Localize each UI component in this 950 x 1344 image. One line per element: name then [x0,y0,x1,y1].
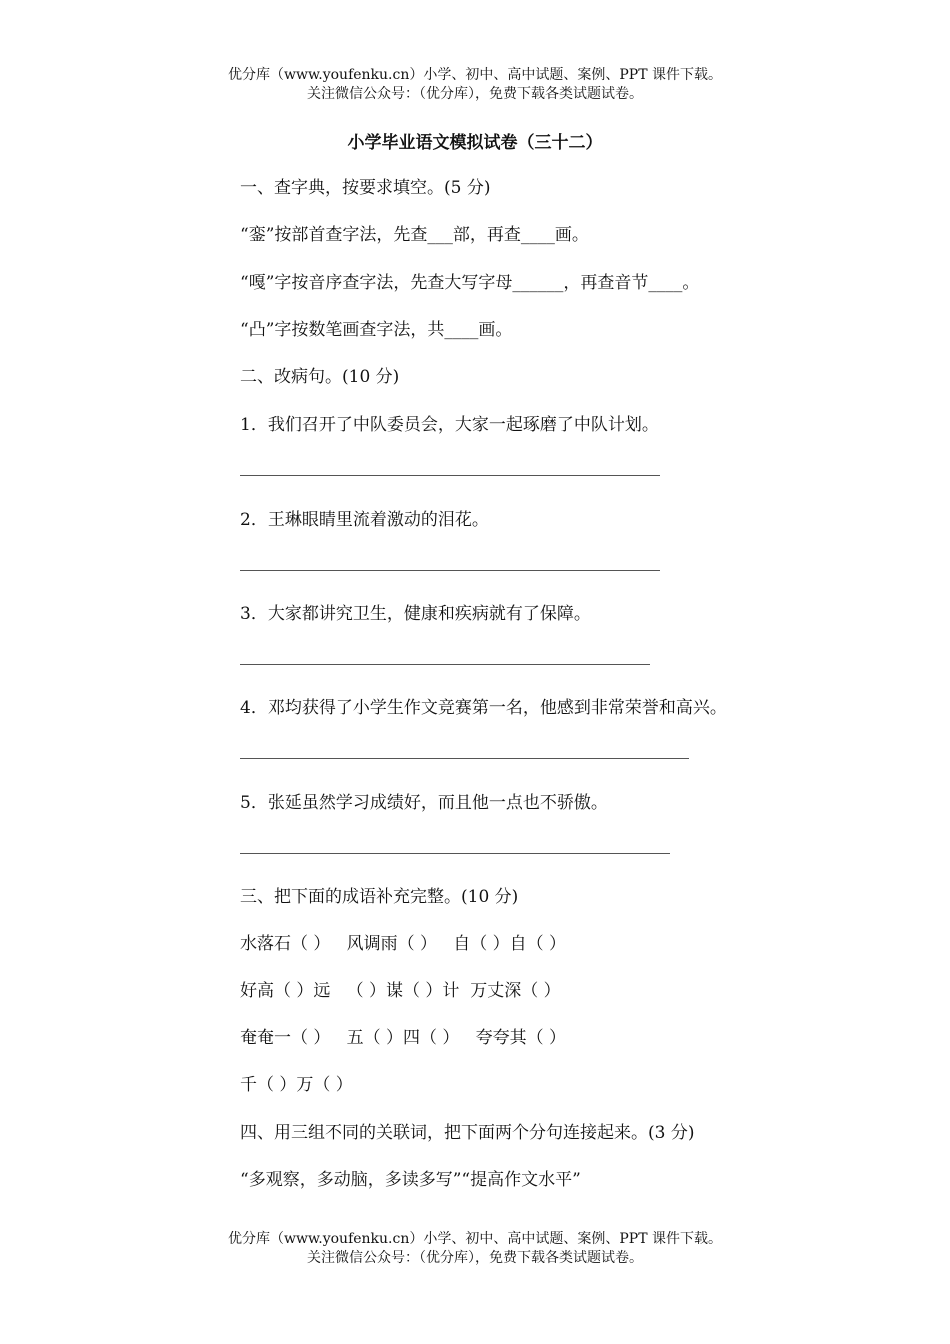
answer-line-2[interactable] [240,570,660,571]
header-line-2: 关注微信公众号：（优分库），免费下载各类试题试卷。 [307,86,643,102]
exam-title: 小学毕业语文模拟试卷（三十二） [347,133,603,153]
answer-line-4[interactable] [240,758,689,759]
answer-line-1[interactable] [240,475,660,476]
section-2-item-4: 4．邓均获得了小学生作文竞赛第一名，他感到非常荣誉和高兴。 [240,698,727,718]
idiom-row-1: 水落石（ ） 风调雨（ ） 自（ ）自（ ） [240,934,567,954]
answer-line-5[interactable] [240,853,670,854]
section-3-heading: 三、把下面的成语补充完整。(10 分) [240,887,519,907]
footer-line-2: 关注微信公众号：（优分库），免费下载各类试题试卷。 [307,1250,643,1266]
footer-line-1: 优分库（www.youfenku.cn）小学、初中、高中试题、案例、PPT 课件下载。 [227,1231,722,1247]
header-line-1: 优分库（www.youfenku.cn）小学、初中、高中试题、案例、PPT 课件下载。 [227,67,722,83]
section-1-item-1: “銮”按部首查字法，先查___部，再查____画。 [240,225,589,245]
answer-line-3[interactable] [240,664,650,665]
section-1-heading: 一、查字典，按要求填空。(5 分) [240,178,491,198]
section-1-item-3: “凸”字按数笔画查字法，共____画。 [240,320,513,340]
section-4-sentence: “多观察，多动脑，多读多写”“提高作文水平” [240,1170,581,1190]
section-4-heading: 四、用三组不同的关联词，把下面两个分句连接起来。(3 分) [240,1123,695,1143]
idiom-row-4: 千（ ）万（ ） [240,1075,353,1095]
section-2-item-5: 5．张延虽然学习成绩好，而且他一点也不骄傲。 [240,793,608,813]
idiom-row-3: 奄奄一（ ） 五（ ）四（ ） 夸夸其（ ） [240,1028,567,1048]
section-2-heading: 二、改病句。(10 分) [240,367,400,387]
section-2-item-2: 2．王琳眼睛里流着激动的泪花。 [240,510,489,530]
section-2-item-1: 1．我们召开了中队委员会，大家一起琢磨了中队计划。 [240,415,659,435]
section-2-item-3: 3．大家都讲究卫生，健康和疾病就有了保障。 [240,604,591,624]
idiom-row-2: 好高（ ）远 （ ）谋（ ）计 万丈深（ ） [240,981,561,1001]
section-1-item-2: “嘎”字按音序查字法，先查大写字母______，再查音节____。 [240,273,700,293]
